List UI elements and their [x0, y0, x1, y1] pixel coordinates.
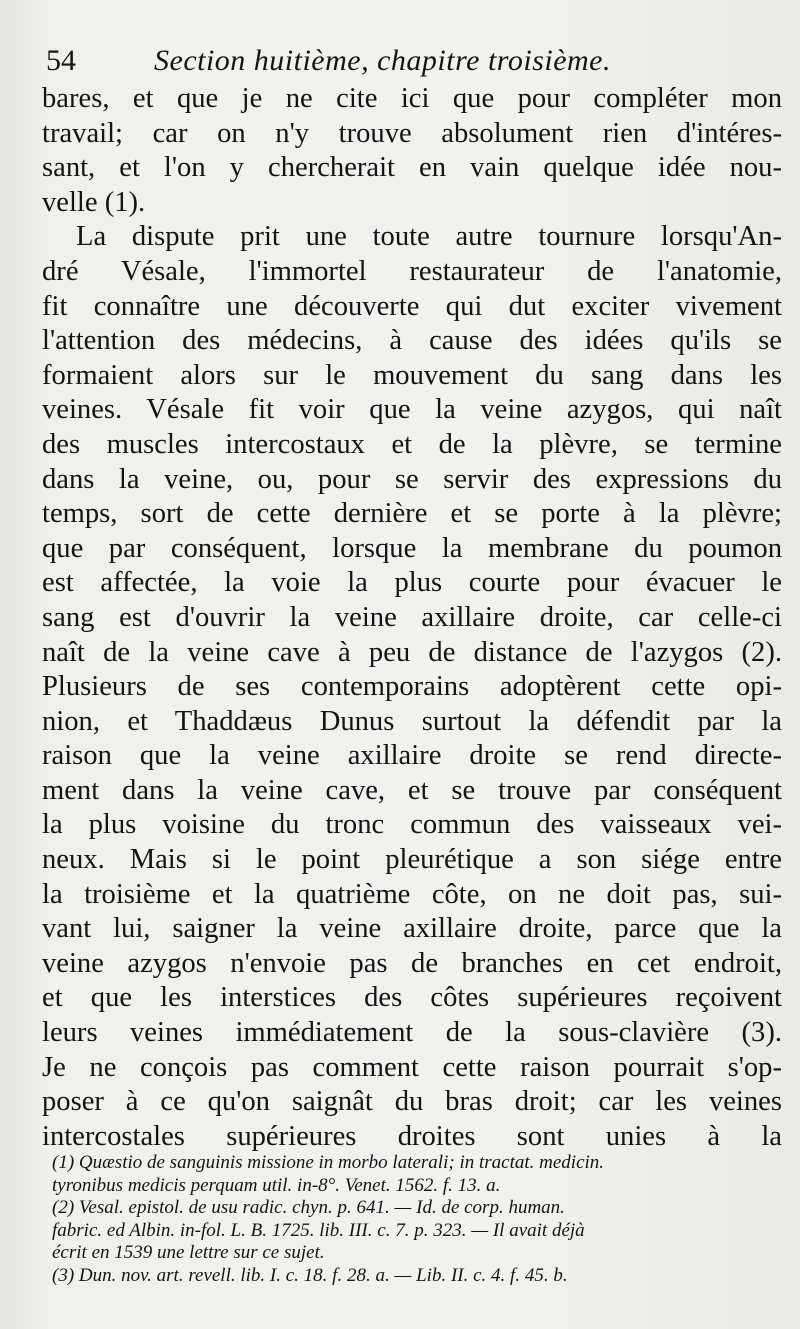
page-number: 54 — [46, 44, 76, 77]
body-line: nion, et Thaddæus Dunus surtout la défendit par la — [42, 705, 782, 737]
running-title: Section huitième, chapitre troisième. — [154, 44, 612, 77]
body-line: dans la veine, ou, pour se servir des expressions du — [42, 463, 782, 495]
body-line: vant lui, saigner la veine axillaire droite, parce que la — [42, 913, 782, 945]
body-line: velle (1). — [42, 186, 146, 218]
body-line: formaient alors sur le mouvement du sang dans les — [42, 359, 782, 391]
body-line: leurs veines immédiatement de la sous-clavière (3). — [42, 1017, 782, 1049]
body-text — [42, 82, 782, 1154]
footnote-line: fabric. ed Albin. in-fol. L. B. 1725. lib. III. c. 7. p. 323. — Il avait déjà — [52, 1219, 585, 1241]
body-line: Plusieurs de ses contemporains adoptèrent cette opi- — [42, 671, 782, 703]
page-header — [46, 36, 786, 86]
body-line: dré Vésale, l'immortel restaurateur de l'anatomie, — [42, 255, 782, 287]
body-line: Je ne conçois pas comment cette raison pourrait s'op- — [42, 1051, 782, 1083]
body-line: et que les interstices des côtes supérieures reçoivent — [42, 982, 782, 1014]
body-line: temps, sort de cette dernière et se porte à la plèvre; — [42, 498, 782, 530]
body-line: poser à ce qu'on saignât du bras droit; car les veines — [42, 1086, 782, 1118]
body-line: ment dans la veine cave, et se trouve par conséquent — [42, 774, 782, 806]
footnote-line: (3) Dun. nov. art. revell. lib. I. c. 18. f. 28. a. — Lib. II. c. 4. f. 45. b. — [52, 1264, 568, 1286]
body-line: La dispute prit une toute autre tournure lorsqu'An- — [76, 221, 782, 253]
body-line: la plus voisine du tronc commun des vaisseaux vei- — [42, 809, 782, 841]
footnote-line: (2) Vesal. epistol. de usu radic. chyn. p. 641. — Id. de corp. human. — [52, 1197, 565, 1219]
body-line: est affectée, la voie la plus courte pour évacuer le — [42, 567, 782, 599]
body-line: veine azygos n'envoie pas de branches en cet endroit, — [42, 947, 782, 979]
footnote-line: tyronibus medicis perquam util. in-8°. Venet. 1562. f. 13. a. — [52, 1174, 501, 1196]
body-line: travail; car on n'y trouve absolument rien d'intéres- — [42, 117, 782, 149]
body-line: neux. Mais si le point pleurétique a son siége entre — [42, 844, 782, 876]
footnote-line: écrit en 1539 une lettre sur ce sujet. — [52, 1242, 325, 1264]
body-line: sang est d'ouvrir la veine axillaire droite, car celle-ci — [42, 601, 782, 633]
body-line: que par conséquent, lorsque la membrane du poumon — [42, 532, 782, 564]
body-line: naît de la veine cave à peu de distance de l'azygos (2). — [42, 636, 782, 668]
body-line: sant, et l'on y chercherait en vain quelque idée nou- — [42, 152, 782, 184]
body-line: des muscles intercostaux et de la plèvre, se termine — [42, 428, 782, 460]
body-line: la troisième et la quatrième côte, on ne doit pas, sui- — [42, 878, 782, 910]
body-line: veines. Vésale fit voir que la veine azygos, qui naît — [42, 394, 782, 426]
footnotes — [52, 1152, 788, 1288]
body-line: bares, et que je ne cite ici que pour compléter mon — [42, 83, 782, 114]
body-line: raison que la veine axillaire droite se rend directe- — [42, 740, 782, 772]
footnote-line: (1) Quæstio de sanguinis missione in morbo laterali; in tractat. medicin. — [52, 1152, 605, 1173]
body-line: fit connaître une découverte qui dut exciter vivement — [42, 290, 782, 322]
body-line: intercostales supérieures droites sont unies à la — [42, 1120, 782, 1152]
body-line: l'attention des médecins, à cause des idées qu'ils se — [42, 325, 782, 357]
